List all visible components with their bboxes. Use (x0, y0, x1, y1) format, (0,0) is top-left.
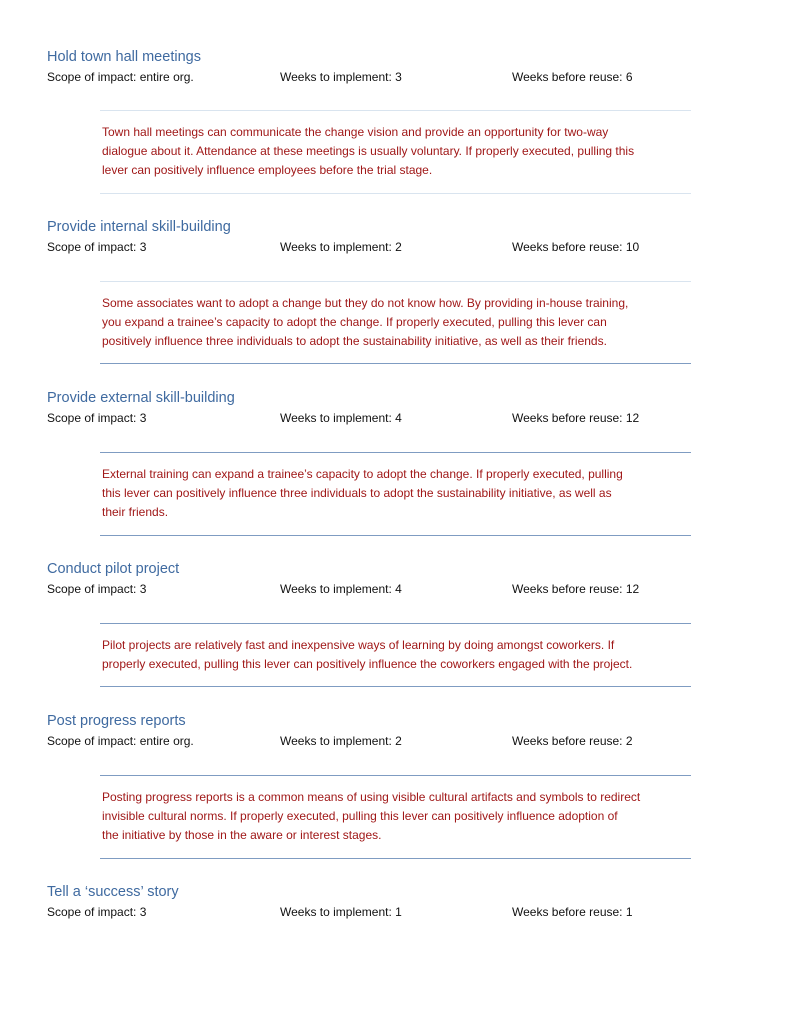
weeks-to-implement: Weeks to implement: 4 (280, 582, 402, 596)
description-line: dialogue about it. Attendance at these meetings is usually voluntary. If properly executed, pulling this (102, 144, 635, 158)
description-line: lever can positively influence employees before the trial stage. (102, 163, 433, 177)
description-line: Posting progress reports is a common means of using visible cultural artifacts and symbols to redirect (102, 790, 641, 804)
weeks-to-implement: Weeks to implement: 4 (280, 411, 402, 425)
weeks-before-reuse: Weeks before reuse: 12 (512, 411, 640, 425)
weeks-before-reuse: Weeks before reuse: 2 (512, 734, 633, 748)
description-line: Pilot projects are relatively fast and inexpensive ways of learning by doing amongst coworkers. If (102, 638, 615, 652)
lever-title: Provide internal skill-building (47, 219, 231, 235)
weeks-to-implement: Weeks to implement: 2 (280, 734, 402, 748)
divider-top (100, 623, 691, 624)
lever-meta-row (0, 70, 791, 86)
description-line: External training can expand a trainee’s capacity to adopt the change. If properly executed, pulling (102, 467, 623, 481)
description-line: Some associates want to adopt a change but they do not know how. By providing in-house training, (102, 296, 629, 310)
description-line: their friends. (102, 505, 169, 519)
divider-bottom (100, 535, 691, 536)
lever-description (102, 294, 692, 351)
lever-title: Conduct pilot project (47, 561, 180, 577)
lever-title: Provide external skill-building (47, 390, 235, 406)
divider-bottom (100, 363, 691, 364)
description-line: properly executed, pulling this lever can positively influence the coworkers engaged with the project. (102, 657, 633, 671)
scope-of-impact: Scope of impact: 3 (47, 582, 147, 596)
weeks-before-reuse: Weeks before reuse: 10 (512, 240, 640, 254)
scope-of-impact: Scope of impact: 3 (47, 411, 147, 425)
divider-bottom (100, 858, 691, 859)
divider-bottom (100, 193, 691, 194)
lever-description (102, 636, 692, 674)
description-line: Town hall meetings can communicate the change vision and provide an opportunity for two-way (102, 125, 609, 139)
weeks-before-reuse: Weeks before reuse: 1 (512, 905, 633, 919)
scope-of-impact: Scope of impact: 3 (47, 905, 147, 919)
lever-meta-row (0, 240, 791, 256)
divider-top (100, 452, 691, 453)
lever-title: Post progress reports (47, 713, 186, 729)
lever-meta-row (0, 734, 791, 750)
description-line: invisible cultural norms. If properly executed, pulling this lever can positively influence adoption of (102, 809, 618, 823)
description-line: the initiative by those in the aware or interest stages. (102, 828, 382, 842)
lever-description (102, 465, 692, 522)
weeks-to-implement: Weeks to implement: 2 (280, 240, 402, 254)
lever-title: Hold town hall meetings (47, 49, 201, 65)
divider-bottom (100, 686, 691, 687)
lever-meta-row (0, 411, 791, 427)
scope-of-impact: Scope of impact: 3 (47, 240, 147, 254)
divider-top (100, 775, 691, 776)
weeks-to-implement: Weeks to implement: 1 (280, 905, 402, 919)
divider-top (100, 281, 691, 282)
lever-meta-row (0, 582, 791, 598)
weeks-before-reuse: Weeks before reuse: 12 (512, 582, 640, 596)
weeks-before-reuse: Weeks before reuse: 6 (512, 70, 633, 84)
lever-description (102, 123, 692, 180)
divider-top (100, 110, 691, 111)
lever-title: Tell a ‘success’ story (47, 884, 179, 900)
lever-description (102, 788, 692, 845)
weeks-to-implement: Weeks to implement: 3 (280, 70, 402, 84)
description-line: you expand a trainee’s capacity to adopt the change. If properly executed, pulling this lever can (102, 315, 607, 329)
description-line: this lever can positively influence three individuals to adopt the sustainability initiative, as well as (102, 486, 612, 500)
lever-meta-row (0, 905, 791, 921)
scope-of-impact: Scope of impact: entire org. (47, 70, 194, 84)
description-line: positively influence three individuals to adopt the sustainability initiative, as well as their friends. (102, 334, 607, 348)
scope-of-impact: Scope of impact: entire org. (47, 734, 194, 748)
